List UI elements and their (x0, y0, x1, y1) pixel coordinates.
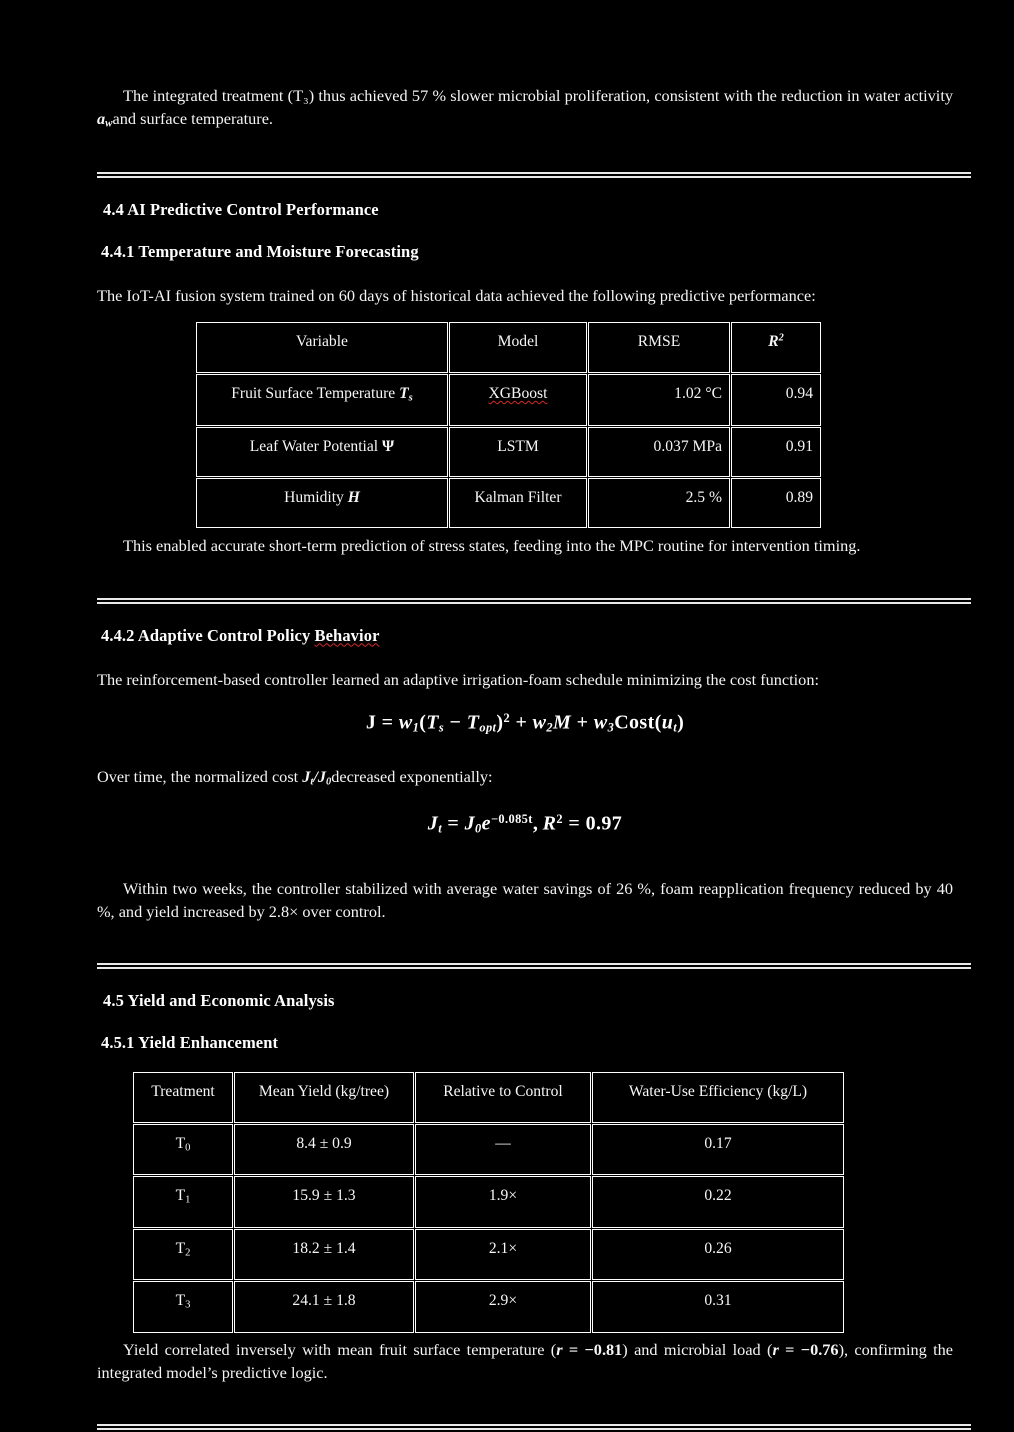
cell-variable-symbol (348, 489, 360, 506)
model-name-misspelled: XGBoost (488, 384, 548, 402)
intro-text-part1: The integrated treatment (T₃) thus achieved 57 % slower microbial proliferation, consistent with the reduction in water activity (123, 86, 953, 105)
treatment-sub: 2 (185, 1247, 191, 1259)
yield-conclusion-post: ), confirming the integrated model’s predictive logic. (97, 1339, 953, 1383)
cell-mean-yield: 8.4 ± 0.9 (234, 1124, 414, 1176)
cell-model: Kalman Filter (449, 478, 587, 528)
correlation-value-1: r = −0.81 (556, 1339, 623, 1359)
decay-r2: 0.97 (585, 812, 623, 835)
table-row-header (196, 322, 821, 372)
cell-wue: 0.31 (592, 1281, 844, 1333)
paragraph-policy-intro: The reinforcement-based controller learned an adaptive irrigation-foam schedule minimizing the cost function: (97, 669, 819, 689)
cell-relative: 1.9× (415, 1176, 591, 1228)
treatment-sub: 3 (185, 1299, 191, 1311)
aw-subscript: w (105, 117, 113, 130)
cell-wue: 0.22 (592, 1176, 844, 1228)
treatment-sub: 0 (185, 1142, 191, 1153)
header-relative-to-control: Relative to Control (415, 1072, 591, 1122)
cell-treatment (133, 1229, 233, 1281)
table-yield-wrapper (132, 1071, 953, 1334)
table-forecast-wrapper (195, 321, 953, 529)
cell-model: LSTM (449, 427, 587, 477)
cell-variable (196, 427, 448, 477)
table-row (133, 1176, 844, 1228)
cell-variable-text: Leaf Water Potential (249, 437, 383, 455)
paragraph-after-table1: This enabled accurate short-term prediction of stress states, feeding into the MPC routine for intervention timing. (123, 536, 861, 556)
table-row (133, 1124, 844, 1176)
table-row (133, 1281, 844, 1333)
cost-intro-post: decreased exponentially: (331, 767, 493, 787)
table-row (196, 478, 821, 528)
correlation-value-2: r = −0.76 (772, 1339, 839, 1359)
heading-4-5-1: 4.5.1 Yield Enhancement (101, 1033, 279, 1053)
yield-conclusion-mid: ) and microbial load ( (622, 1339, 773, 1359)
treatment-base: T (175, 1187, 186, 1205)
table-row (196, 427, 821, 477)
section-divider-4 (97, 1424, 971, 1430)
cell-variable (196, 478, 448, 528)
symbol-sub: s (408, 392, 413, 404)
heading-4-4-1: 4.4.1 Temperature and Moisture Forecasting (101, 242, 419, 262)
cost-intro-pre: Over time, the normalized cost (97, 767, 303, 787)
heading-4-4-2-text: 4.4.2 Adaptive Control Policy (101, 625, 315, 645)
water-activity-symbol (97, 109, 113, 128)
cell-variable-text: Humidity (284, 488, 348, 506)
table-row-header (133, 1072, 844, 1122)
cell-mean-yield: 18.2 ± 1.4 (234, 1229, 414, 1281)
header-r2: $R^2$ (731, 322, 821, 372)
aw-base: a (97, 109, 106, 129)
paragraph-intro (97, 84, 953, 132)
cell-r2: 0.89 (731, 478, 821, 528)
header-model: Model (449, 322, 587, 372)
intro-text-part2: and surface temperature. (112, 109, 273, 129)
cell-variable-symbol (399, 385, 413, 402)
treatment-base: T (175, 1134, 186, 1152)
header-treatment: Treatment (133, 1072, 233, 1122)
cell-relative: 2.1× (415, 1229, 591, 1281)
paragraph-forecast-intro: The IoT-AI fusion system trained on 60 days of historical data achieved the following predictive performance: (97, 286, 816, 306)
heading-4-5: 4.5 Yield and Economic Analysis (103, 991, 335, 1011)
table-row (133, 1229, 844, 1281)
symbol-base: Ψ (382, 437, 395, 455)
cell-wue: 0.26 (592, 1229, 844, 1281)
symbol-base: T (399, 384, 409, 402)
heading-4-4-2 (97, 626, 953, 646)
cell-treatment (133, 1281, 233, 1333)
header-water-use-efficiency: Water-Use Efficiency (kg/L) (592, 1072, 844, 1122)
symbol-base: H (347, 488, 360, 506)
paragraph-cost-intro (97, 765, 953, 790)
cell-variable-text: Fruit Surface Temperature (231, 384, 400, 402)
cell-r2: 0.91 (731, 427, 821, 477)
cell-treatment (133, 1124, 233, 1176)
table-forecast (195, 321, 822, 529)
paragraph-stabilized: Within two weeks, the controller stabilized with average water savings of 26 %, foam reapplication frequency reduced by 40 %, and yield increased by 2.8× over control. (97, 878, 953, 922)
heading-4-4: 4.4 AI Predictive Control Performance (103, 200, 379, 220)
header-mean-yield: Mean Yield (kg/tree) (234, 1072, 414, 1122)
cell-mean-yield: 15.9 ± 1.3 (234, 1176, 414, 1228)
cell-treatment (133, 1176, 233, 1228)
cell-rmse: 2.5 % (588, 478, 730, 528)
equation-cost-function: $J = w_1(T_s - T_{opt})^2 + w_2M$ + $w_3Cost(u_t)$ (365, 710, 685, 735)
cell-relative: — (415, 1124, 591, 1176)
decay-exponent: −0.085t (490, 812, 533, 827)
cell-r2: 0.94 (731, 374, 821, 426)
equation-decay: $J_t = J_0e^{-0.085t}$, $R^2 = 0.97$ (427, 812, 623, 836)
page-content (97, 84, 953, 1430)
treatment-base: T (175, 1239, 186, 1257)
cell-mean-yield: 24.1 ± 1.8 (234, 1281, 414, 1333)
treatment-sub: 1 (185, 1194, 191, 1206)
cell-model (449, 374, 587, 426)
cell-rmse: 0.037 MPa (588, 427, 730, 477)
header-variable: Variable (196, 322, 448, 372)
treatment-base: T (175, 1292, 186, 1310)
normalized-cost-symbol: $J_t/J_0$ (302, 767, 332, 788)
header-rmse: RMSE (588, 322, 730, 372)
paragraph-yield-conclusion (97, 1338, 953, 1384)
cell-variable-symbol (382, 438, 394, 455)
table-row (196, 374, 821, 426)
yield-conclusion-pre: Yield correlated inversely with mean fruit surface temperature ( (123, 1339, 557, 1359)
cell-variable (196, 374, 448, 426)
heading-4-4-2-misspelled-word: Behavior (314, 625, 380, 645)
table-yield (132, 1071, 845, 1334)
cell-relative: 2.9× (415, 1281, 591, 1333)
cell-rmse: 1.02 °C (588, 374, 730, 426)
cell-wue: 0.17 (592, 1124, 844, 1176)
